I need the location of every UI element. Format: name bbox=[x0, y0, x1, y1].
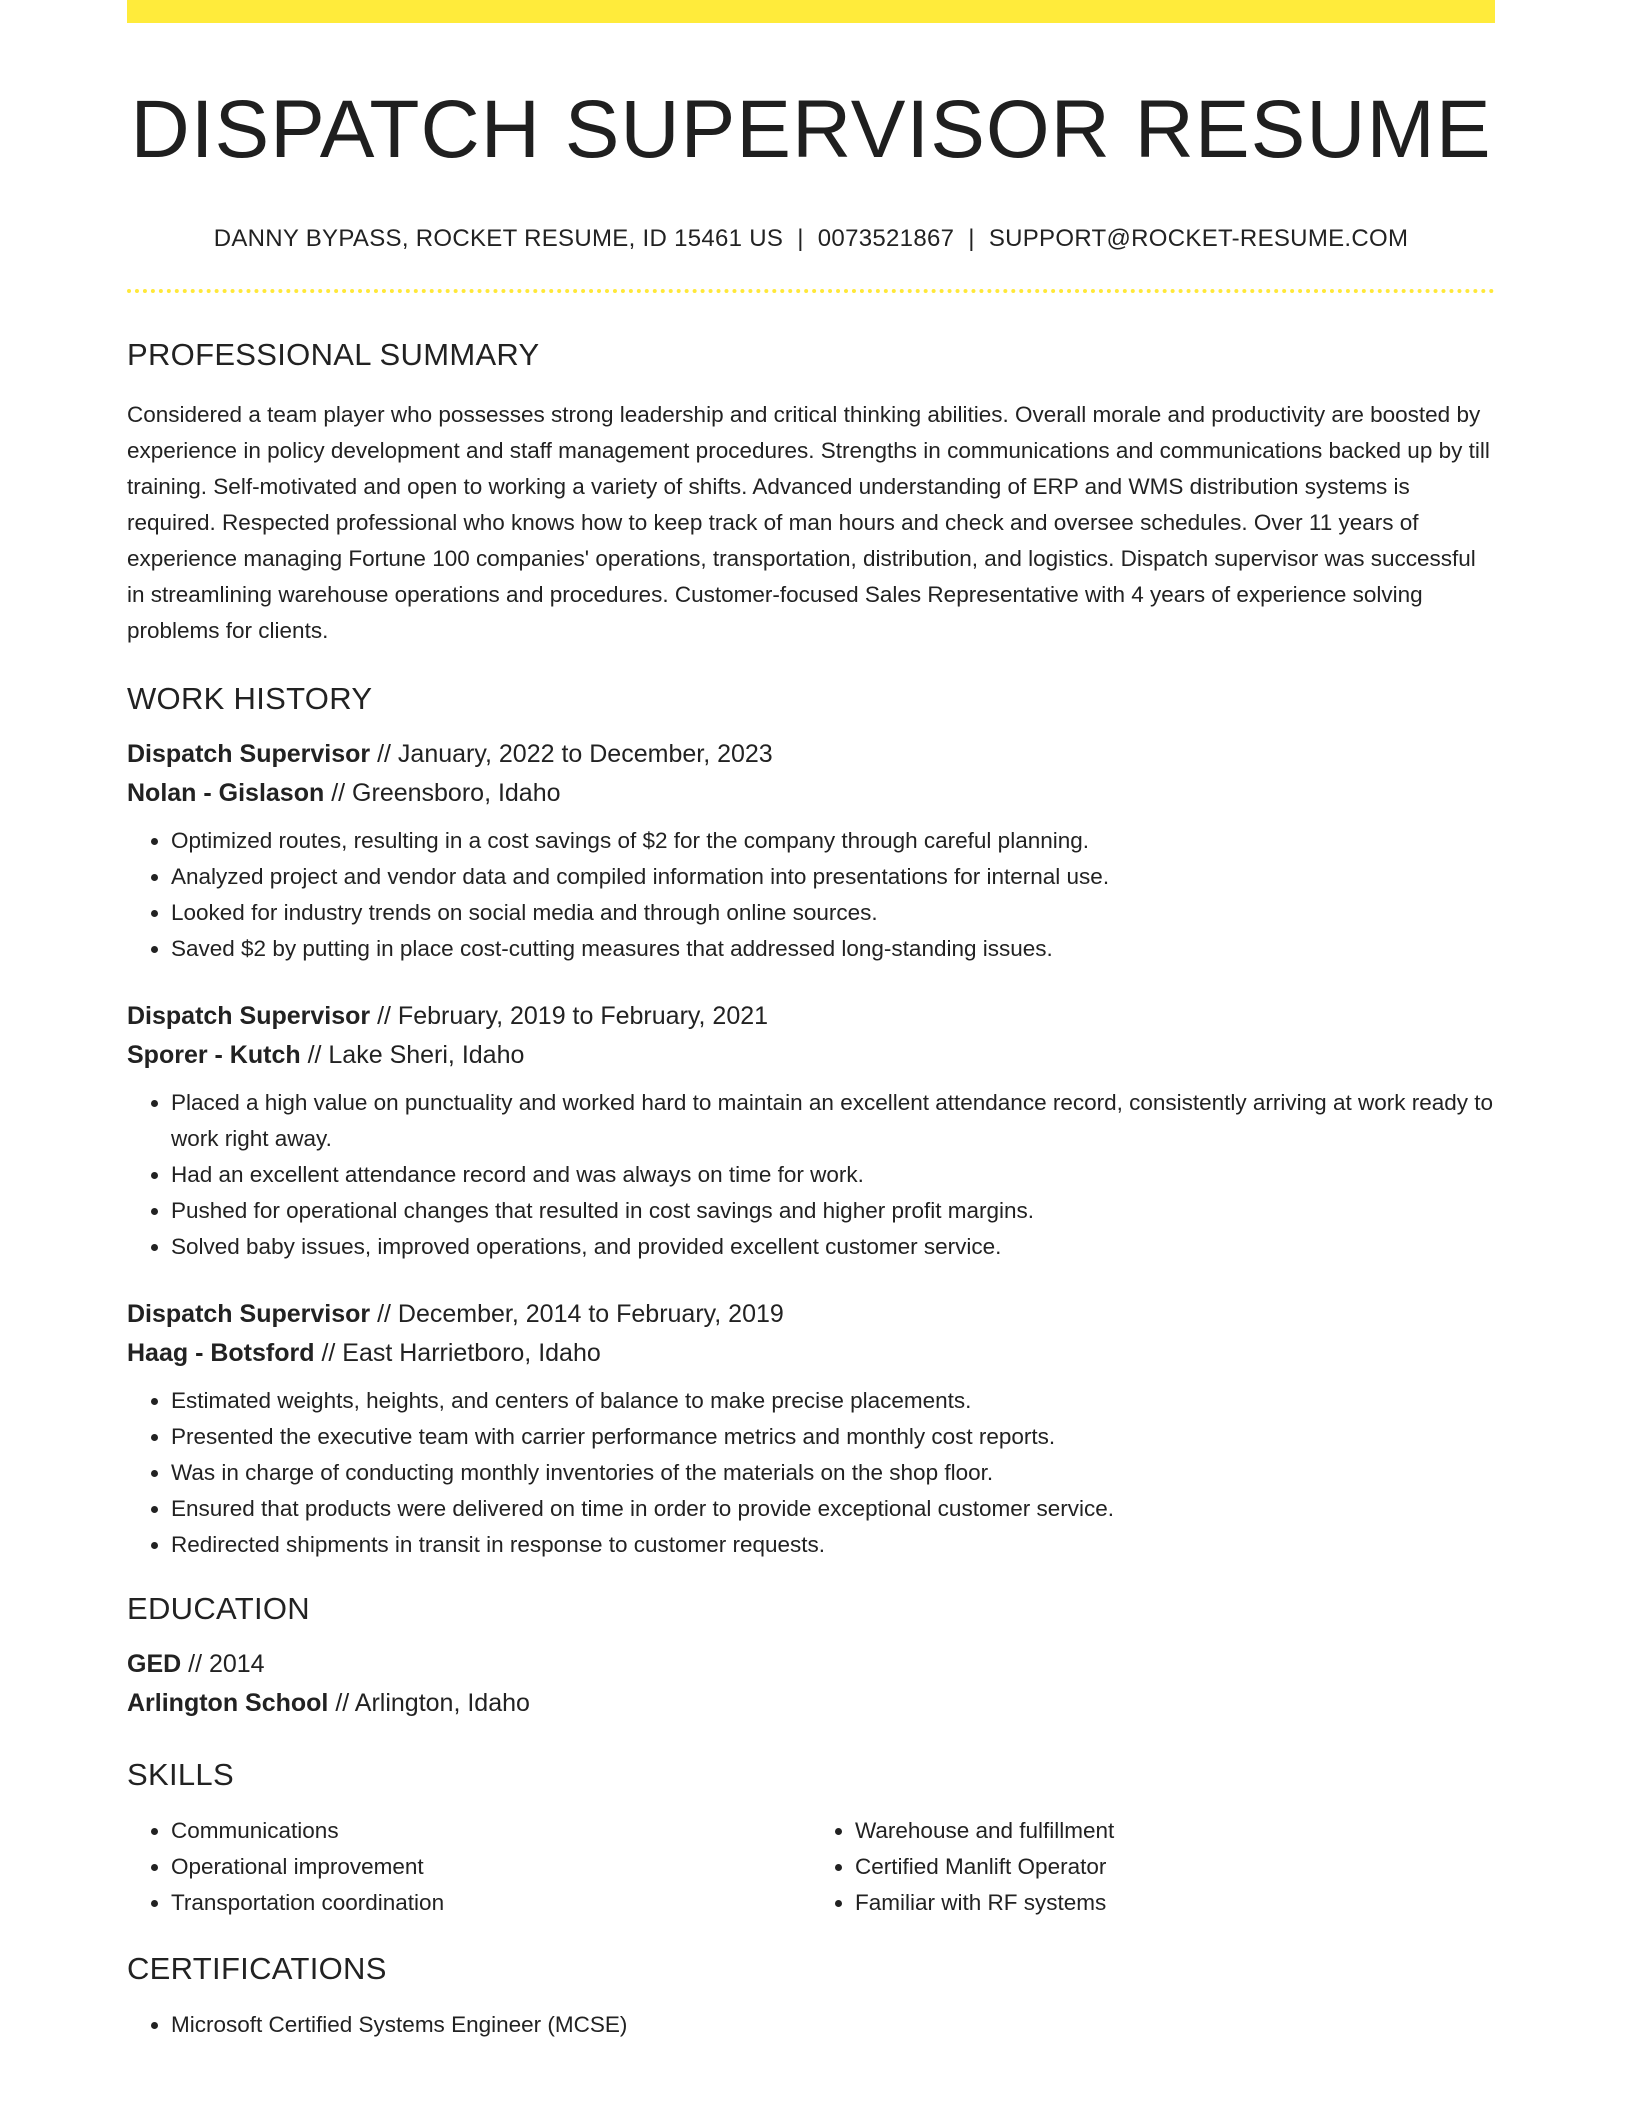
job-entry bbox=[127, 735, 1495, 967]
skills-columns bbox=[127, 1813, 1495, 1921]
education-heading: EDUCATION bbox=[127, 1591, 310, 1627]
skills-heading: SKILLS bbox=[127, 1757, 234, 1793]
certifications-list bbox=[127, 2007, 1495, 2043]
contact-separator: | bbox=[797, 225, 804, 253]
list-item: • Optimized routes, resulting in a cost savings of $2 for the company through careful planning. bbox=[171, 823, 1495, 859]
job-title-line bbox=[127, 1295, 1495, 1334]
list-item: • Ensured that products were delivered on time in order to provide exceptional customer service. bbox=[171, 1491, 1495, 1527]
job-company-line bbox=[127, 1334, 1495, 1373]
certifications-heading: CERTIFICATIONS bbox=[127, 1951, 387, 1987]
list-item: • Solved baby issues, improved operations, and provided excellent customer service. bbox=[171, 1229, 1495, 1265]
job-title: Dispatch Supervisor bbox=[127, 1002, 371, 1031]
job-bullets bbox=[127, 1383, 1495, 1563]
job-bullets bbox=[127, 823, 1495, 967]
degree: GED bbox=[127, 1650, 182, 1679]
job-location: // East Harrietboro, Idaho bbox=[314, 1339, 601, 1368]
list-item: • Warehouse and fulfillment bbox=[855, 1813, 1495, 1849]
contact-address: DANNY BYPASS, ROCKET RESUME, ID 15461 US bbox=[213, 225, 784, 253]
job-company-line bbox=[127, 1036, 1495, 1075]
job-title-line bbox=[127, 997, 1495, 1036]
school-location: // Arlington, Idaho bbox=[328, 1689, 530, 1718]
education-entry bbox=[127, 1645, 1495, 1723]
list-item: • Familiar with RF systems bbox=[855, 1885, 1495, 1921]
job-company: Haag - Botsford bbox=[127, 1339, 315, 1368]
list-item: • Had an excellent attendance record and was always on time for work. bbox=[171, 1157, 1495, 1193]
job-dates: // January, 2022 to December, 2023 bbox=[370, 740, 773, 769]
list-item: • Analyzed project and vendor data and compiled information into presentations for internal use. bbox=[171, 859, 1495, 895]
job-entry bbox=[127, 1295, 1495, 1563]
degree-line bbox=[127, 1645, 1495, 1684]
list-item: • Pushed for operational changes that resulted in cost savings and higher profit margins. bbox=[171, 1193, 1495, 1229]
job-title: Dispatch Supervisor bbox=[127, 740, 371, 769]
accent-bar bbox=[127, 0, 1495, 23]
list-item: • Saved $2 by putting in place cost-cutting measures that addressed long-standing issues. bbox=[171, 931, 1495, 967]
list-item: • Was in charge of conducting monthly inventories of the materials on the shop floor. bbox=[171, 1455, 1495, 1491]
list-item: • Operational improvement bbox=[171, 1849, 811, 1885]
skills-left-list bbox=[127, 1813, 811, 1921]
work-history-heading: WORK HISTORY bbox=[127, 681, 373, 717]
job-bullets bbox=[127, 1085, 1495, 1265]
list-item: • Estimated weights, heights, and centers of balance to make precise placements. bbox=[171, 1383, 1495, 1419]
list-item: • Redirected shipments in transit in response to customer requests. bbox=[171, 1527, 1495, 1563]
job-dates: // February, 2019 to February, 2021 bbox=[370, 1002, 769, 1031]
job-location: // Greensboro, Idaho bbox=[324, 779, 561, 808]
school: Arlington School bbox=[127, 1689, 329, 1718]
job-dates: // December, 2014 to February, 2019 bbox=[370, 1300, 784, 1329]
list-item: • Transportation coordination bbox=[171, 1885, 811, 1921]
summary-heading: PROFESSIONAL SUMMARY bbox=[127, 337, 540, 373]
skills-right-list bbox=[811, 1813, 1495, 1921]
contact-separator: | bbox=[968, 225, 975, 253]
job-title-line bbox=[127, 735, 1495, 774]
page-title: DISPATCH SUPERVISOR RESUME bbox=[130, 84, 1492, 175]
job-company: Nolan - Gislason bbox=[127, 779, 325, 808]
school-line bbox=[127, 1684, 1495, 1723]
job-company: Sporer - Kutch bbox=[127, 1041, 301, 1070]
list-item: • Microsoft Certified Systems Engineer (MCSE) bbox=[171, 2007, 1495, 2043]
contact-line bbox=[127, 225, 1495, 253]
job-entry bbox=[127, 997, 1495, 1265]
list-item: • Certified Manlift Operator bbox=[855, 1849, 1495, 1885]
job-title: Dispatch Supervisor bbox=[127, 1300, 371, 1329]
list-item: • Placed a high value on punctuality and worked hard to maintain an excellent attendance record, consistently arriving at work ready to work right away. bbox=[171, 1085, 1495, 1157]
summary-text: Considered a team player who possesses strong leadership and critical thinking abilities. Overall morale and productivity are boosted by experience in policy development and staff management procedures. Strengths in communications and communications backed up by till training. Self-motivated and open to working a variety of shifts. Advanced understanding of ERP and WMS distribution systems is required. Respected professional who knows how to keep track of man hours and check and oversee schedules. Over 11 years of experience managing Fortune 100 companies' operations, transportation, distribution, and logistics. Dispatch supervisor was successful in streamlining warehouse operations and procedures. Customer-focused Sales Representative with 4 years of experience solving problems for clients. bbox=[127, 402, 1490, 644]
degree-year: // 2014 bbox=[181, 1650, 265, 1679]
dotted-divider bbox=[127, 289, 1495, 293]
job-company-line bbox=[127, 774, 1495, 813]
list-item: • Looked for industry trends on social media and through online sources. bbox=[171, 895, 1495, 931]
list-item: • Communications bbox=[171, 1813, 811, 1849]
job-location: // Lake Sheri, Idaho bbox=[300, 1041, 525, 1070]
contact-phone: 0073521867 bbox=[817, 225, 955, 253]
resume-page bbox=[127, 0, 1495, 2043]
list-item: • Presented the executive team with carrier performance metrics and monthly cost reports. bbox=[171, 1419, 1495, 1455]
contact-email: SUPPORT@ROCKET-RESUME.COM bbox=[988, 225, 1409, 253]
